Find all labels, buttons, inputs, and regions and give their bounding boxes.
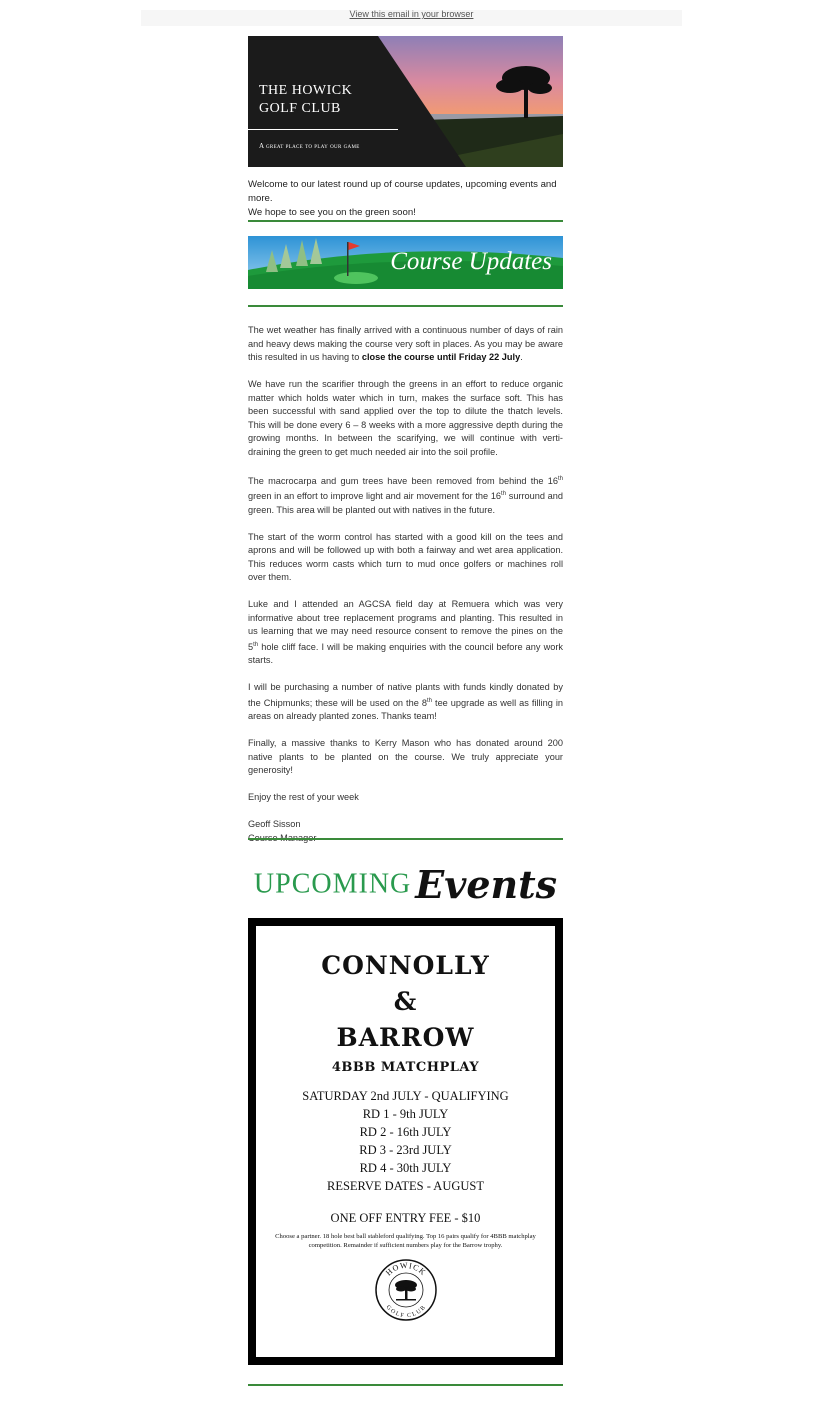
update-paragraph-7: Finally, a massive thanks to Kerry Mason who has donated around 200 native plants to be planted on the course. We truly appreciate your generosity! [248, 738, 563, 776]
update-paragraph-2: We have run the scarifier through the greens in an effort to reduce organic matter which holds water which in turn, makes the surface soft. This has been successful with sand applied over the top to dilute the thatch levels. This will be done every 6 – 8 weeks with a more aggressive depth during the growing months. In between the scarifying, we will continue with verti-draining the green to get much needed air into the soil profile. [248, 379, 563, 457]
update-paragraph-6: I will be purchasing a number of native plants with funds kindly donated by the Chipmunks; these will be used on the 8th tee upgrade as well as filling in areas on already planted zones. Thanks team! [248, 682, 563, 722]
poster-date: RD 2 - 16th JULY [359, 1125, 452, 1139]
section-divider-2 [248, 305, 563, 307]
poster-date: SATURDAY 2nd JULY - QUALIFYING [302, 1089, 509, 1103]
hero-title-line1: THE HOWICK [259, 83, 353, 98]
section-divider-4 [248, 1384, 563, 1386]
course-updates-body [248, 324, 563, 845]
update-paragraph-1: The wet weather has finally arrived with a continuous number of days of rain and heavy dews making the course very soft in places. As you may be aware this resulted in us having to close the course until Friday 22 July. [248, 325, 563, 362]
section-divider-1 [248, 220, 563, 222]
poster-date: RD 1 - 9th JULY [362, 1107, 449, 1121]
hero-tagline: A great place to play our game [259, 142, 360, 150]
event-poster [248, 918, 563, 1365]
section-divider-3 [248, 838, 563, 840]
hero-banner [248, 36, 563, 167]
upcoming-word: UPCOMING [253, 868, 412, 900]
update-paragraph-5: Luke and I attended an AGCSA field day at Remuera which was very informative about tree replacement programs and planting. This resulted in us learning that we may need resource consent to remove the pines on the 5th hole cliff face. I will be making enquiries with the council before any work starts. [248, 599, 563, 666]
poster-date: RD 4 - 30th JULY [359, 1161, 452, 1175]
poster-subtitle: 4BBB MATCHPLAY [331, 1060, 480, 1075]
hero-title [259, 82, 352, 118]
poster-date: RD 3 - 23rd JULY [359, 1143, 452, 1157]
intro-line1: Welcome to our latest round up of course updates, upcoming events and more. [248, 179, 557, 204]
signature [248, 818, 563, 845]
poster-entry-fee: ONE OFF ENTRY FEE - $10 [330, 1211, 481, 1225]
poster-title-line3: BARROW [336, 1023, 475, 1052]
view-in-browser-bar [141, 10, 682, 26]
update-paragraph-4: The start of the worm control has started with a good kill on the tees and aprons and will be followed up with both a fairway and wet area application. This reduces worm casts which turn to mud once golfers or machines roll over them. [248, 531, 563, 583]
hero-title-line2: GOLF CLUB [259, 101, 341, 116]
poster-title-line1: CONNOLLY [321, 951, 490, 980]
update-paragraph-8: Enjoy the rest of your week [248, 792, 359, 803]
poster-date: RESERVE DATES - AUGUST [327, 1179, 484, 1193]
poster-date-list [256, 1087, 555, 1195]
update-paragraph-3: The macrocarpa and gum trees have been removed from behind the 16th green in an effort to improve light and air movement for the 16th surround and green. This area will be planted out with natives in the future. [248, 475, 563, 515]
logo-text-top: HOWICK [383, 1260, 428, 1278]
hero-divider [248, 129, 398, 130]
events-word: Events [415, 862, 558, 907]
course-updates-title: Course Updates [390, 248, 552, 275]
course-closure-notice: close the course until Friday 22 July [361, 352, 521, 362]
upcoming-events-heading [248, 862, 563, 918]
view-in-browser-link[interactable]: View this email in your browser [349, 10, 474, 19]
intro-line2: We hope to see you on the green soon! [248, 207, 416, 218]
course-updates-banner [248, 236, 563, 289]
howick-golf-club-logo [374, 1258, 438, 1322]
poster-title-line2: & [393, 987, 418, 1016]
intro-text [248, 178, 563, 220]
signature-name: Geoff Sisson [248, 819, 301, 830]
poster-description: Choose a partner. 18 hole best ball stableford qualifying. Top 16 pairs qualify for 4BBB matchplay competition. Remainder if sufficient numbers play for the Barrow trophy. [275, 1233, 536, 1249]
logo-text-bottom: GOLF CLUB [384, 1304, 427, 1320]
